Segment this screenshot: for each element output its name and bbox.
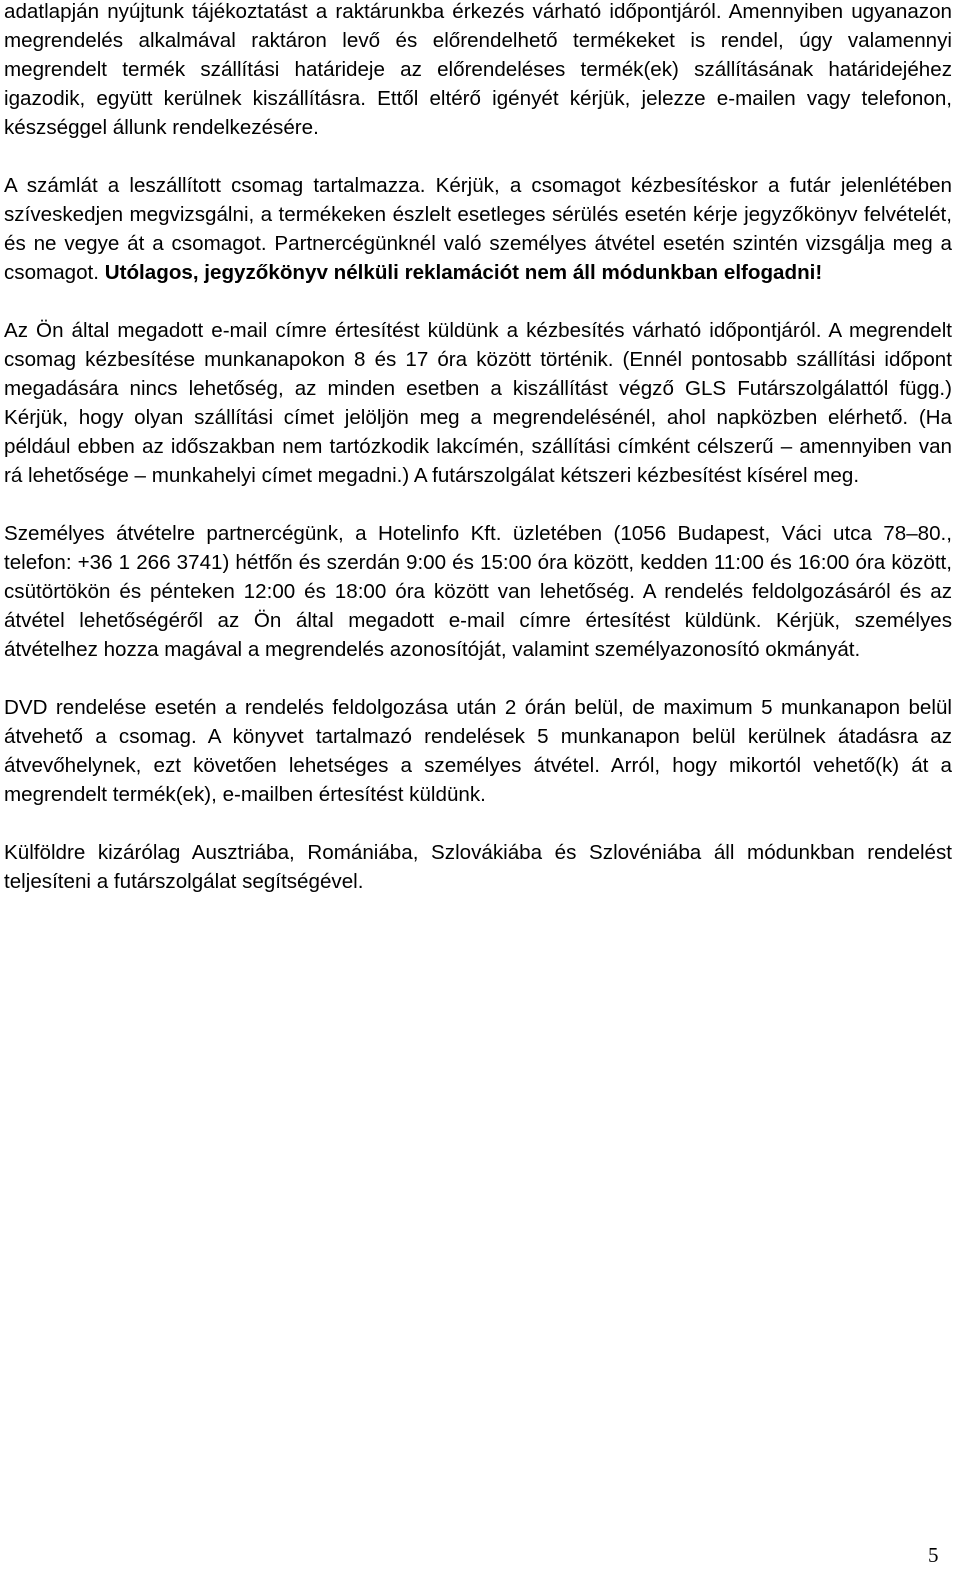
complaint-warning: Utólagos, jegyzőkönyv nélküli reklamációt nem áll módunkban elfogadni!: [104, 261, 823, 284]
paragraph-invoice-inspection: [4, 171, 952, 287]
paragraph-international-shipping: Külföldre kizárólag Ausztriába, Romániába, Szlovákiába és Szlovéniába áll módunkban rendelést teljesíteni a futárszolgálat segítségével.: [4, 841, 952, 893]
paragraph-delivery-notice: Az Ön által megadott e-mail címre értesítést küldünk a kézbesítés várható időpontjáról. A megrendelt csomag kézbesítése munkanapokon 8 és 17 óra között történik. (Ennél pontosabb szállítási időpont megadására nincs lehetőség, az minden esetben a kiszállítást végző GLS Futárszolgálattól függ.) Kérjük, hogy olyan szállítási címet jelöljön meg a megrendelésénél, ahol napközben elérhető. (Ha például ebben az időszakban nem tartózkodik lakcímén, szállítási címként célszerű – amennyiben van rá lehetősége – munkahelyi címet megadni.) A futárszolgálat kétszeri kézbesítést kísérel meg.: [4, 319, 952, 487]
paragraph-invoice-text: A számlát a leszállított csomag tartalmazza. Kérjük, a csomagot kézbesítéskor a futár jelenlétében szíveskedjen megvizsgálni, a termékeken észlelt esetleges sérülés esetén kérje jegyzőkönyv felvételét, és ne vegye át a csomagot. Partnercégünknél való személyes átvétel esetén szintén vizsgálja meg a csomagot.: [4, 174, 952, 284]
paragraph-dvd-book-pickup: DVD rendelése esetén a rendelés feldolgozása után 2 órán belül, de maximum 5 munkanapon belül átvehető a csomag. A könyvet tartalmazó rendelések 5 munkanapon belül kerülnek átadásra az átvevőhelynek, ezt követően lehetséges a személyes átvétel. Arról, hogy mikortól vehető(k) át a megrendelt termék(ek), e-mailben értesítést küldünk.: [4, 696, 952, 806]
paragraph-personal-pickup: Személyes átvételre partnercégünk, a Hotelinfo Kft. üzletében (1056 Budapest, Váci utca 78–80., telefon: +36 1 266 3741) hétfőn és szerdán 9:00 és 15:00 óra között, kedden 11:00 és 16:00 óra között, csütörtökön és pénteken 12:00 és 18:00 óra között van lehetőség. A rendelés feldolgozásáról és az átvétel lehetőségéről az Ön által megadott e-mail címre értesítést küldünk. Kérjük, személyes átvételhez hozza magával a megrendelés azonosítóját, valamint személyazonosító okmányát.: [4, 522, 952, 661]
document-body: [4, 0, 952, 925]
page-number: 5: [928, 1543, 939, 1567]
paragraph-preorder: adatlapján nyújtunk tájékoztatást a raktárunkba érkezés várható időpontjáról. Amennyiben ugyanazon megrendelés alkalmával raktáron levő és előrendelhető termékeket is rendel, úgy valamennyi megrendelt termék szállítási határideje az előrendeléses termék(ek) szállításának határidejéhez igazodik, együtt kerülnek kiszállításra. Ettől eltérő igényét kérjük, jelezze e-mailen vagy telefonon, készséggel állunk rendelkezésére.: [4, 0, 952, 139]
